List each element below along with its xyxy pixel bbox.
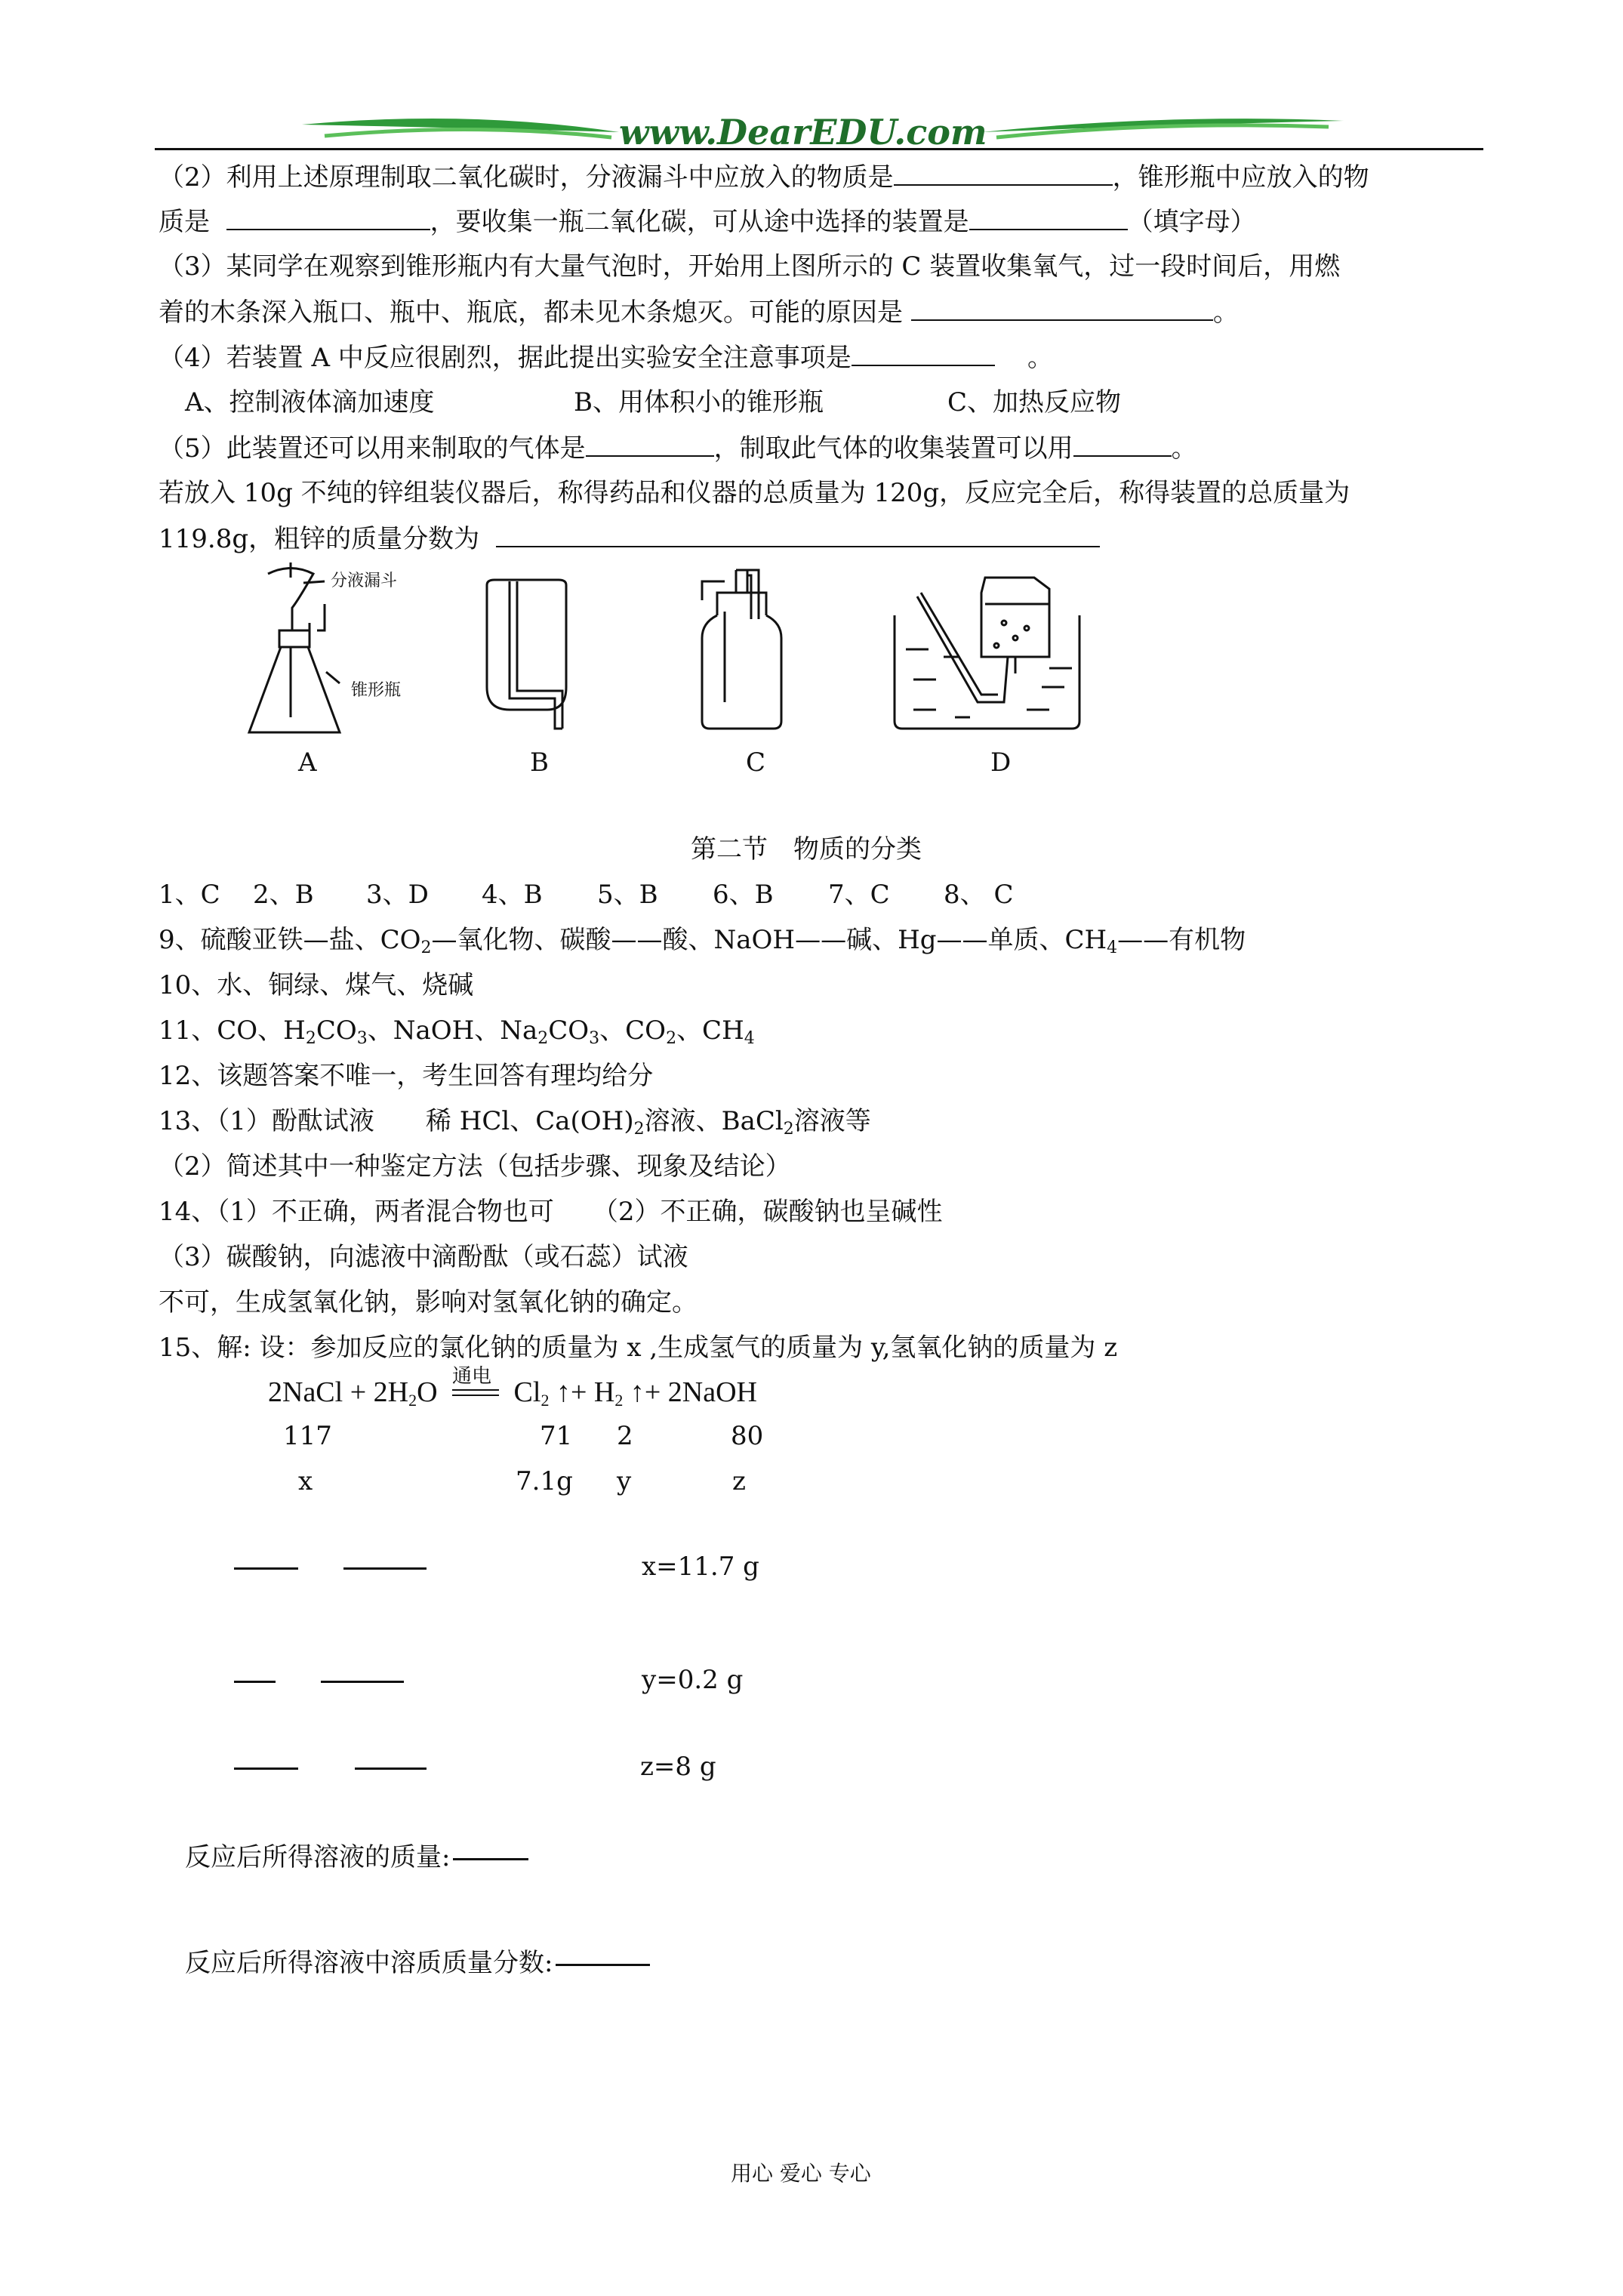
answer-11 (159, 1015, 755, 1046)
apparatus-d-trough (895, 578, 1079, 729)
answer-13-c: 溶液等 (793, 1106, 871, 1136)
q3-blank[interactable] (911, 297, 1213, 321)
q2-text-c: 质是 (159, 207, 210, 237)
result-z: z=8 g (640, 1752, 716, 1782)
q4-text: （4）若装置 A 中反应很剧烈，据此提出实验安全注意事项是 (159, 343, 852, 373)
footer-motto: 用心 爱心 专心 (731, 2161, 871, 2186)
answer-12: 12、该题答案不唯一，考生回答有理均给分 (159, 1061, 654, 1091)
eq-var-7-1g: 7.1g (516, 1466, 573, 1496)
answer-13-part2: （2）简述其中一种鉴定方法（包括步骤、现象及结论） (159, 1151, 791, 1182)
apparatus-b-bottle (487, 580, 566, 729)
answer-11-c: 、NaOH、Na (367, 1015, 538, 1046)
eq-double-bar (452, 1389, 499, 1396)
q3-text: 着的木条深入瓶口、瓶中、瓶底，都未见木条熄灭。可能的原因是 (159, 297, 903, 328)
answer-2: 2、B (253, 880, 314, 910)
answer-14-part3: （3）碳酸钠，向滤液中滴酚酞（或石蕊）试液 (159, 1242, 688, 1272)
q4-option-b: B、用体积小的锥形瓶 (574, 387, 824, 418)
answer-11-e: 、CO (599, 1015, 667, 1046)
q4-option-c: C、加热反应物 (947, 387, 1122, 418)
eq-rhs-b: ↑+ H (549, 1376, 615, 1408)
eq-mass-80: 80 (731, 1421, 764, 1451)
solute-fraction-text: 反应后所得溶液中溶质质量分数: (185, 1948, 553, 1978)
apparatus-letter-d: D (990, 747, 1012, 778)
q2-text-d: ，要收集一瓶二氧化碳，可从途中选择的装置是 (430, 207, 969, 237)
flask-label: 锥形瓶 (351, 681, 402, 700)
apparatus-letter-b: B (530, 747, 549, 778)
q5-blank-2[interactable] (1073, 433, 1172, 457)
q5-blank-1[interactable] (586, 433, 714, 457)
answer-14: 14、（1）不正确，两者混合物也可 （2）不正确，碳酸钠也呈碱性 (159, 1197, 943, 1227)
answer-9-b: —氧化物、碳酸——酸、NaOH——碱、Hg——单质、CH (431, 925, 1107, 955)
eq-lhs-b: O (417, 1376, 438, 1408)
result-y: y=0.2 g (642, 1665, 744, 1695)
q2-text-b: ，锥形瓶中应放入的物 (1112, 162, 1369, 193)
answer-13-a: 13、（1）酚酞试液 稀 HCl、Ca(OH) (159, 1106, 634, 1136)
q5-text-c: 119.8g，粗锌的质量分数为 (159, 524, 480, 554)
q5-line3 (159, 523, 1100, 554)
eq-var-x: x (298, 1466, 313, 1496)
answer-9-sub: 2 (420, 938, 432, 957)
eq-mass-117: 117 (283, 1421, 332, 1451)
q4-end: 。 (1027, 343, 1054, 373)
answer-11-a: 11、CO、H (159, 1015, 306, 1046)
q2-line2 (159, 206, 1256, 237)
q3-line1: （3）某同学在观察到锥形瓶内有大量气泡时，开始用上图所示的 C 装置收集氧气，过一段时间后，用燃 (159, 251, 1341, 282)
answer-3: 3、D (366, 880, 429, 910)
answer-1: 1、C (159, 880, 220, 910)
apparatus-letter-c: C (746, 747, 766, 778)
q4-blank[interactable] (852, 342, 995, 366)
eq-lhs-a: 2NaCl + 2H (268, 1376, 409, 1408)
answer-11-s6: 4 (744, 1029, 755, 1048)
answer-10: 10、水、铜绿、煤气、烧碱 (159, 970, 474, 1000)
eq-lhs-sub: 2 (408, 1391, 417, 1410)
q2-blank-2[interactable] (226, 206, 430, 230)
apparatus-letter-a: A (298, 747, 317, 778)
eq-rhs-s2: 2 (614, 1391, 624, 1410)
answer-4: 4、B (482, 880, 543, 910)
eq-condition-text: 通电 (452, 1365, 492, 1387)
apparatus-c-bottle (702, 570, 781, 729)
funnel-label: 分液漏斗 (331, 572, 398, 590)
eq-mass-71: 71 (540, 1421, 573, 1451)
apparatus-a-flask (249, 562, 340, 732)
q5-line2: 若放入 10g 不纯的锌组装仪器后，称得药品和仪器的总质量为 120g，反应完全后，称得装置的总质量为 (159, 478, 1350, 508)
answer-11-s5: 2 (666, 1029, 677, 1048)
eq-mass-2: 2 (617, 1421, 633, 1451)
eq-rhs-s1: 2 (540, 1391, 550, 1410)
q4-option-a: A、控制液体滴加速度 (185, 387, 435, 418)
q4-line1 (159, 342, 1053, 373)
answer-11-b: CO (316, 1015, 357, 1046)
answer-15: 15、解: 设：参加反应的氯化钠的质量为 x ,生成氢气的质量为 y,氢氧化钠的质量为 z (159, 1333, 1118, 1363)
fraction-bar-y-2 (321, 1681, 404, 1683)
q2-text-a: （2）利用上述原理制取二氧化碳时，分液漏斗中应放入的物质是 (159, 162, 894, 193)
answer-9-a: 9、硫酸亚铁—盐、CO (159, 925, 421, 955)
answer-11-d: CO (548, 1015, 590, 1046)
answer-13-b: 溶液、BaCl (644, 1106, 784, 1136)
eq-rhs-a: Cl (513, 1376, 541, 1408)
result-x: x=11.7 g (642, 1552, 759, 1582)
header-rule (155, 148, 1483, 150)
q2-line1 (159, 162, 1369, 193)
solute-fraction-line (185, 1948, 650, 1978)
answer-13-s2: 2 (783, 1120, 794, 1139)
eq-rhs-c: ↑+ 2NaOH (623, 1376, 757, 1408)
solution-mass-text: 反应后所得溶液的质量: (185, 1842, 451, 1872)
q3-line2 (159, 297, 1239, 328)
answer-11-s1: 2 (305, 1029, 316, 1048)
header-banner (151, 106, 1510, 159)
q5-text-b: ，制取此气体的收集装置可以用 (713, 433, 1073, 464)
fraction-bar-z-2 (355, 1767, 427, 1770)
solution-mass-bar (453, 1858, 528, 1860)
answer-13 (159, 1106, 871, 1139)
fraction-bar-x-2 (343, 1567, 427, 1570)
answer-9-sub2: 4 (1107, 938, 1118, 957)
fraction-bar-x-1 (234, 1567, 298, 1570)
q5-end: 。 (1171, 433, 1197, 464)
answer-14-note: 不可，生成氢氧化钠，影响对氢氧化钠的确定。 (159, 1287, 698, 1318)
fraction-bar-z-1 (234, 1767, 298, 1770)
site-logo-text: www.DearEDU.com (619, 112, 987, 153)
solute-fraction-bar (556, 1964, 650, 1966)
answer-9 (159, 925, 1246, 955)
q5-text-a: （5）此装置还可以用来制取的气体是 (159, 433, 586, 464)
q2-blank-3[interactable] (969, 206, 1128, 230)
solution-mass-line (185, 1842, 528, 1872)
answer-row-1-8 (159, 880, 1013, 910)
q5-line1 (159, 433, 1197, 464)
section-title: 第二节 物质的分类 (691, 834, 922, 864)
answer-11-s4: 3 (589, 1029, 600, 1048)
answer-11-s2: 3 (356, 1029, 368, 1048)
eq-var-y: y (617, 1466, 632, 1496)
eq-var-z: z (732, 1466, 746, 1496)
answer-9-c: ——有机物 (1117, 925, 1246, 955)
q5-blank-3[interactable] (496, 523, 1100, 547)
answer-11-s3: 2 (537, 1029, 549, 1048)
answer-8: 8、 C (944, 880, 1014, 910)
q2-blank-1[interactable] (894, 162, 1113, 186)
chemical-equation (268, 1365, 757, 1410)
answer-6: 6、B (713, 880, 774, 910)
answer-13-s1: 2 (633, 1120, 645, 1139)
answer-11-f: 、CH (676, 1015, 744, 1046)
answer-7: 7、C (828, 880, 890, 910)
q2-text-e: （填字母） (1127, 207, 1256, 237)
fraction-bar-y-1 (234, 1681, 276, 1683)
q3-end: 。 (1212, 297, 1239, 328)
answer-5: 5、B (597, 880, 658, 910)
